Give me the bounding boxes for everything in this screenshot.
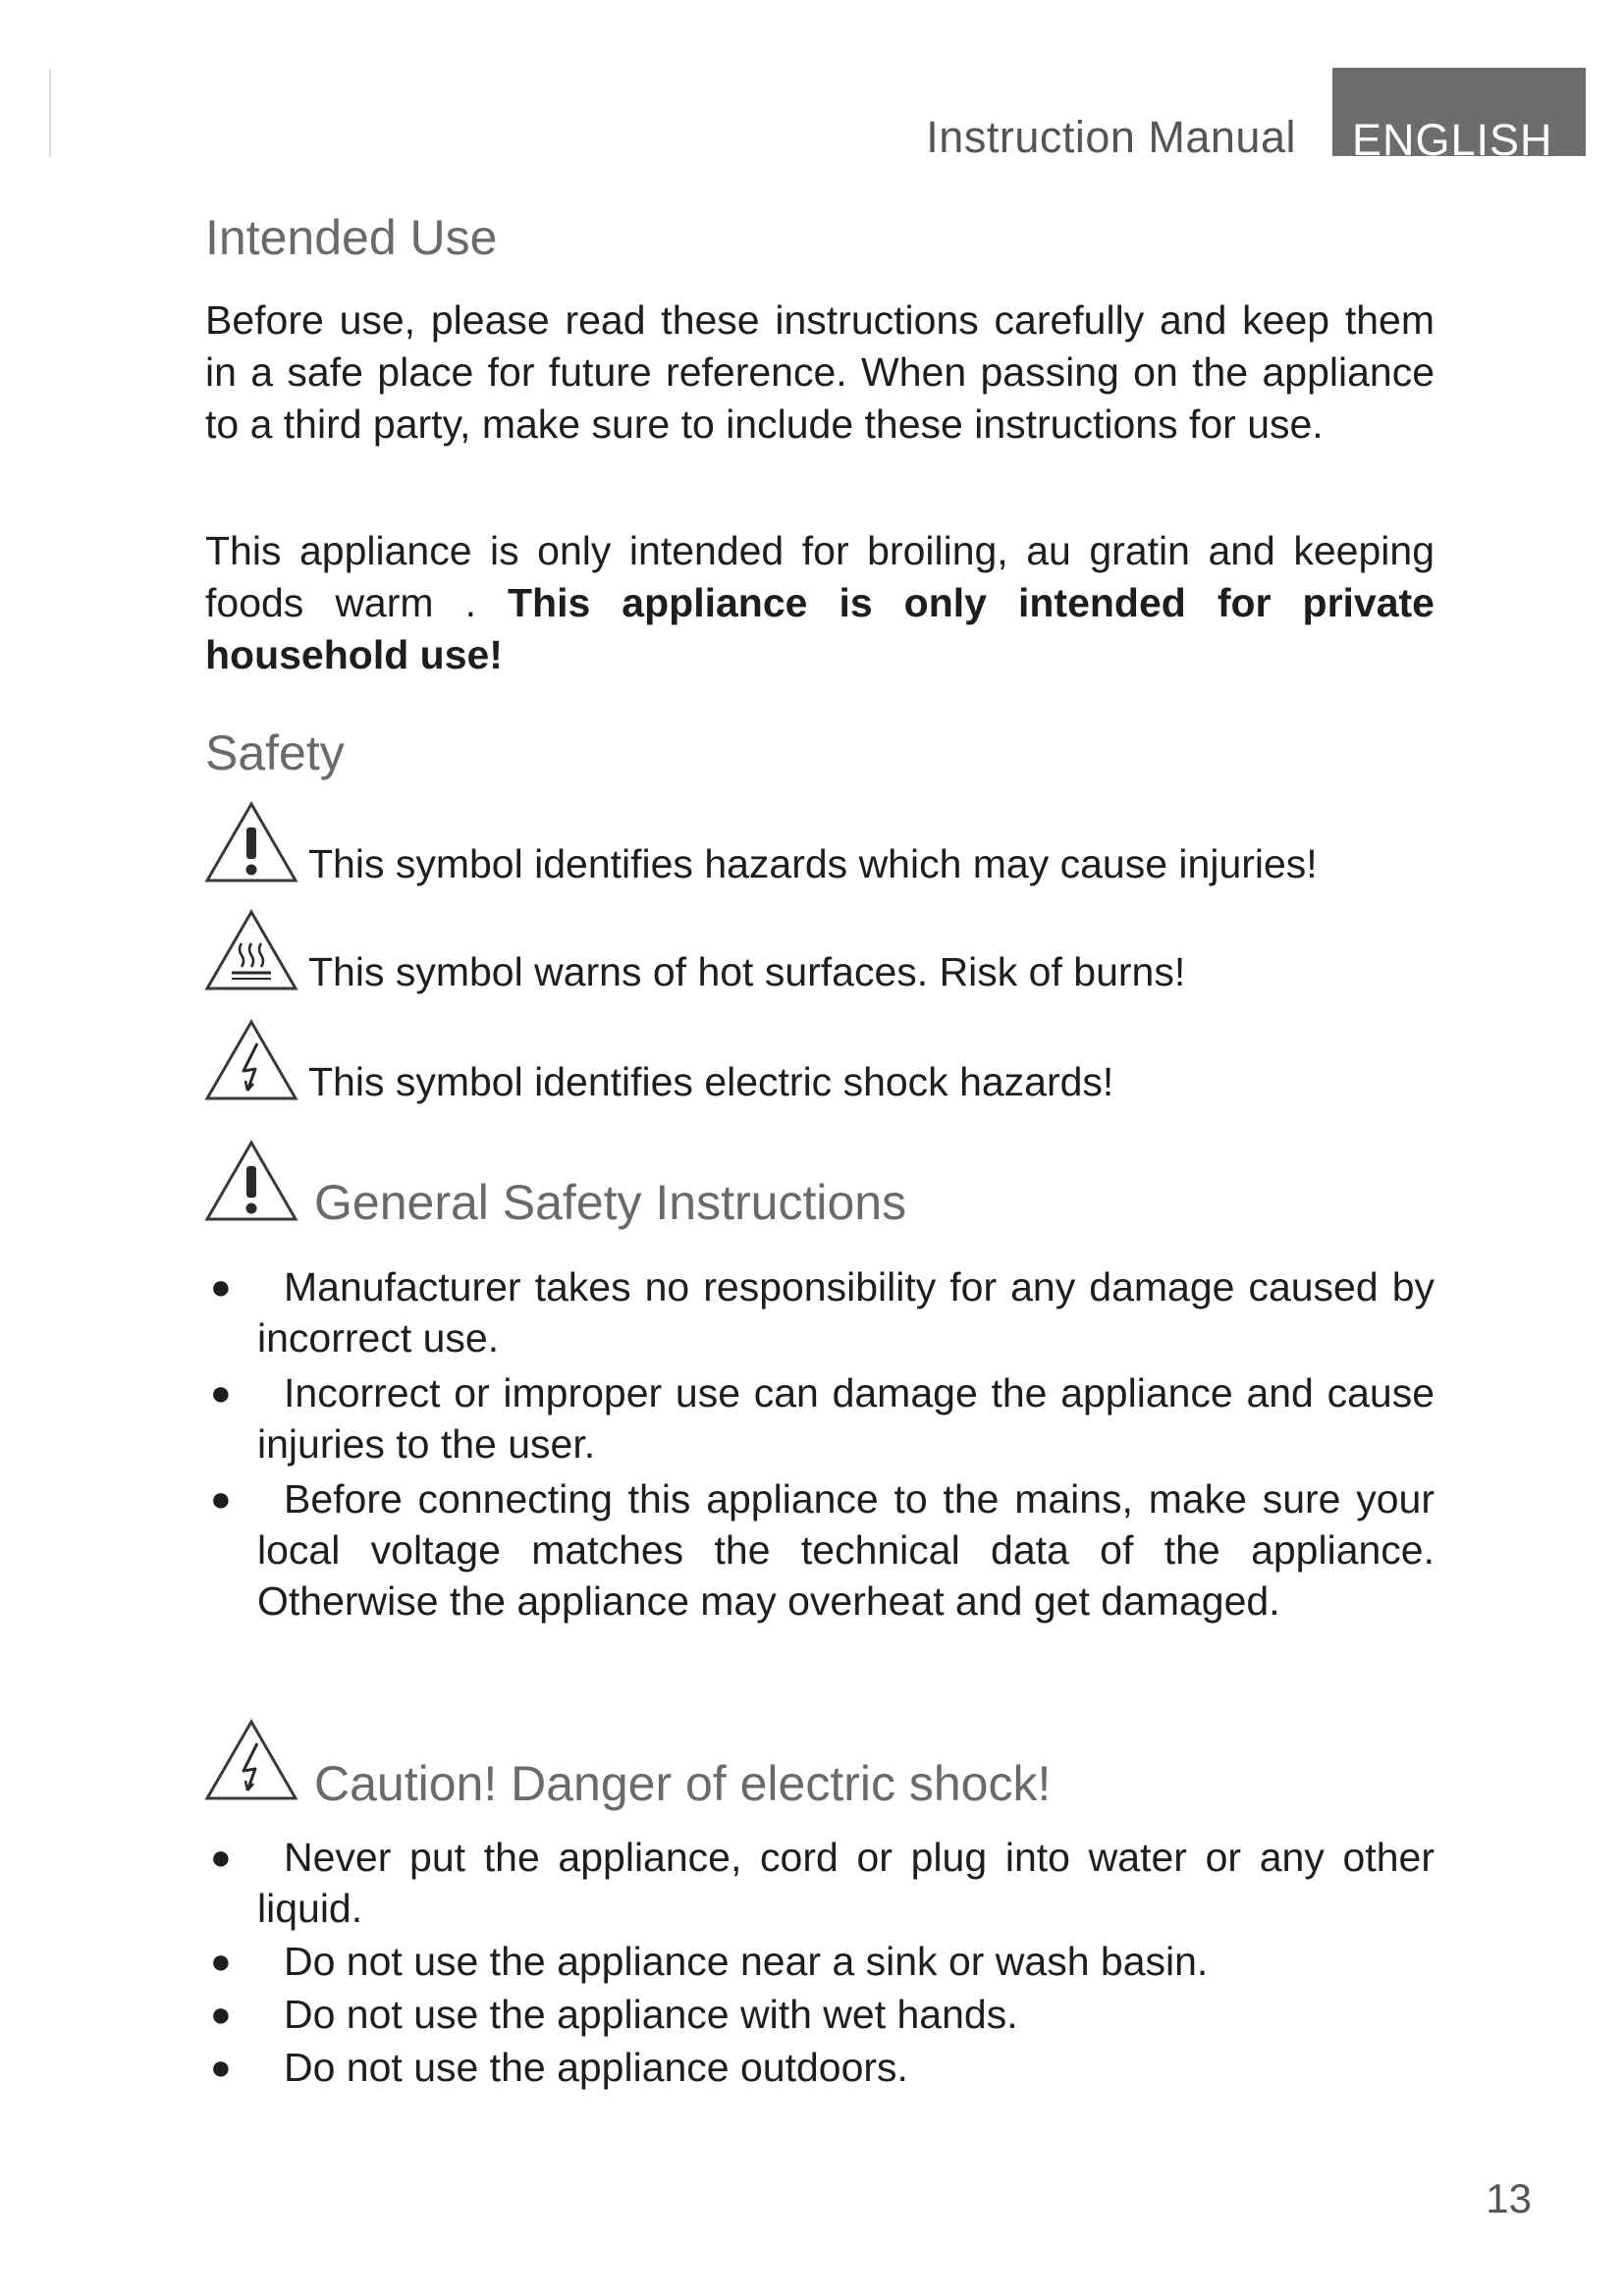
bullet-icon: ● bbox=[210, 1266, 232, 1307]
symbol-injury-text: This symbol identifies hazards which may cause injuries! bbox=[308, 841, 1318, 886]
bullet-icon: ● bbox=[210, 1941, 232, 1981]
general-safety-header bbox=[204, 1139, 1481, 1233]
intended-use-paragraph-1: Before use, please read these instructions carefully and keep them in a safe place for future reference. When passing on the appliance to a third party, make sure to include these instructions for use. bbox=[205, 297, 1435, 447]
symbol-hot-surface-text: This symbol warns of hot surfaces. Risk of burns! bbox=[308, 949, 1186, 994]
hot-surface-icon bbox=[204, 908, 298, 992]
language-tab bbox=[1332, 68, 1586, 156]
list-item: ● Never put the appliance, cord or plug into water or any other liquid. bbox=[205, 1832, 1435, 1934]
electric-shock-list bbox=[205, 1832, 1435, 2093]
intended-use-heading: Intended Use bbox=[205, 210, 498, 265]
bullet-icon: ● bbox=[210, 1372, 232, 1413]
list-item: ● Do not use the appliance near a sink or wash basin. bbox=[205, 1936, 1435, 1987]
intended-use-paragraph-2 bbox=[205, 525, 1435, 681]
page-number: 13 bbox=[1486, 2175, 1532, 2221]
list-item: ● Manufacturer takes no responsibility for any damage caused by incorrect use. bbox=[205, 1261, 1435, 1363]
household-use-notice: This appliance is only intended for private household use! bbox=[205, 580, 1435, 677]
general-safety-heading: General Safety Instructions bbox=[314, 1175, 907, 1230]
symbol-row-hot-surface bbox=[204, 908, 1481, 1002]
symbol-row-electric-shock bbox=[204, 1018, 1481, 1112]
list-item: ● Before connecting this appliance to the mains, make sure your local voltage matches the technical data of the appliance. Otherwise the appliance may overheat and get damaged. bbox=[205, 1473, 1435, 1627]
symbol-electric-shock-text: This symbol identifies electric shock hazards! bbox=[308, 1059, 1114, 1104]
electric-shock-icon bbox=[204, 1718, 298, 1802]
electric-shock-heading: Caution! Danger of electric shock! bbox=[314, 1756, 1052, 1811]
list-item: ● Do not use the appliance outdoors. bbox=[205, 2042, 1435, 2093]
left-margin-rule bbox=[49, 69, 51, 157]
warning-exclamation-icon bbox=[204, 1139, 298, 1223]
electric-shock-icon bbox=[204, 1018, 298, 1102]
warning-exclamation-icon bbox=[204, 800, 298, 884]
symbol-row-injury bbox=[204, 800, 1481, 894]
bullet-icon: ● bbox=[210, 1837, 232, 1877]
bullet-icon: ● bbox=[210, 2047, 232, 2087]
language-label: ENGLISH bbox=[1352, 115, 1553, 156]
electric-shock-header bbox=[204, 1718, 1481, 1812]
bullet-icon: ● bbox=[210, 1994, 232, 2034]
safety-heading: Safety bbox=[205, 725, 345, 780]
header-title: Instruction Manual bbox=[926, 112, 1296, 162]
general-safety-list bbox=[205, 1261, 1435, 1627]
list-item: ● Do not use the appliance with wet hands. bbox=[205, 1989, 1435, 2040]
list-item: ● Incorrect or improper use can damage the appliance and cause injuries to the user. bbox=[205, 1367, 1435, 1469]
intended-use-lead-text: This appliance is only intended for broiling, au gratin and keeping foods warm . bbox=[205, 528, 1435, 625]
bullet-icon: ● bbox=[210, 1478, 232, 1519]
